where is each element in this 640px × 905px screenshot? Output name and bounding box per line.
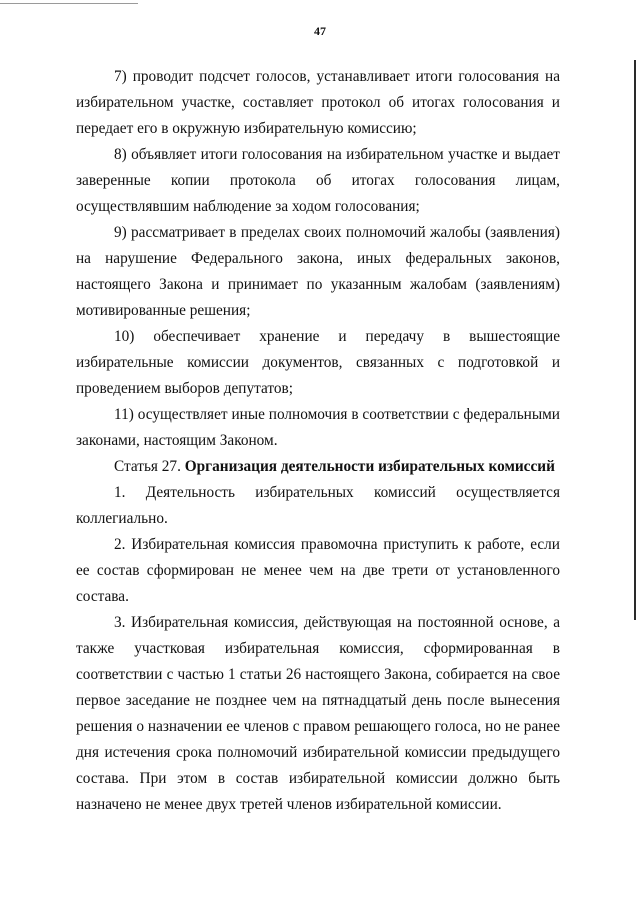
clause-3: 3. Избирательная комиссия, действующая на постоянной основе, а также участковая избирательная комиссия, сформированная в соответствии с частью 1 статьи 26 настоящего Закона, собирается на свое первое заседание не позднее чем на пятнадцатый день после вынесения решения о назначении ее членов с правом решающего голоса, но не ранее дня истечения срока полномочий избирательной комиссии предыдущего состава. При этом в состав избирательной комиссии должно быть назначено не менее двух третей членов избирательной комиссии. <box>76 614 560 813</box>
list-item-8: 8) объявляет итоги голосования на избирательном участке и выдает заверенные копии протокола об итогах голосования лицам, осуществлявшим наблюдение за ходом голосования; <box>76 146 560 215</box>
list-item-11: 11) осуществляет иные полномочия в соответствии с федеральными законами, настоящим Законом. <box>76 406 560 449</box>
article-heading <box>76 454 560 480</box>
page-number: 47 <box>314 24 326 38</box>
article-label: Статья 27. <box>114 458 181 475</box>
list-item-9: 9) рассматривает в пределах своих полномочий жалобы (заявления) на нарушение Федерального закона, иных федеральных законов, настоящего Закона и принимает по указанным жалобам (заявлениям) мотивированные решения; <box>76 224 560 319</box>
clause-1: 1. Деятельность избирательных комиссий осуществляется коллегиально. <box>76 484 560 527</box>
list-item-10: 10) обеспечивает хранение и передачу в вышестоящие избирательные комиссии документов, связанных с подготовкой и проведением выборов депутатов; <box>76 328 560 397</box>
list-item-7: 7) проводит подсчет голосов, устанавливает итоги голосования на избирательном участке, составляет протокол об итогах голосования и передает его в окружную избирательную комиссию; <box>76 68 560 137</box>
article-title: Организация деятельности избирательных комиссий <box>184 458 555 475</box>
scan-edge-right <box>634 60 636 620</box>
scan-edge-top <box>0 0 138 4</box>
clause-2: 2. Избирательная комиссия правомочна приступить к работе, если ее состав сформирован не менее чем на две трети от установленного состава. <box>76 536 560 605</box>
document-body <box>76 64 560 818</box>
